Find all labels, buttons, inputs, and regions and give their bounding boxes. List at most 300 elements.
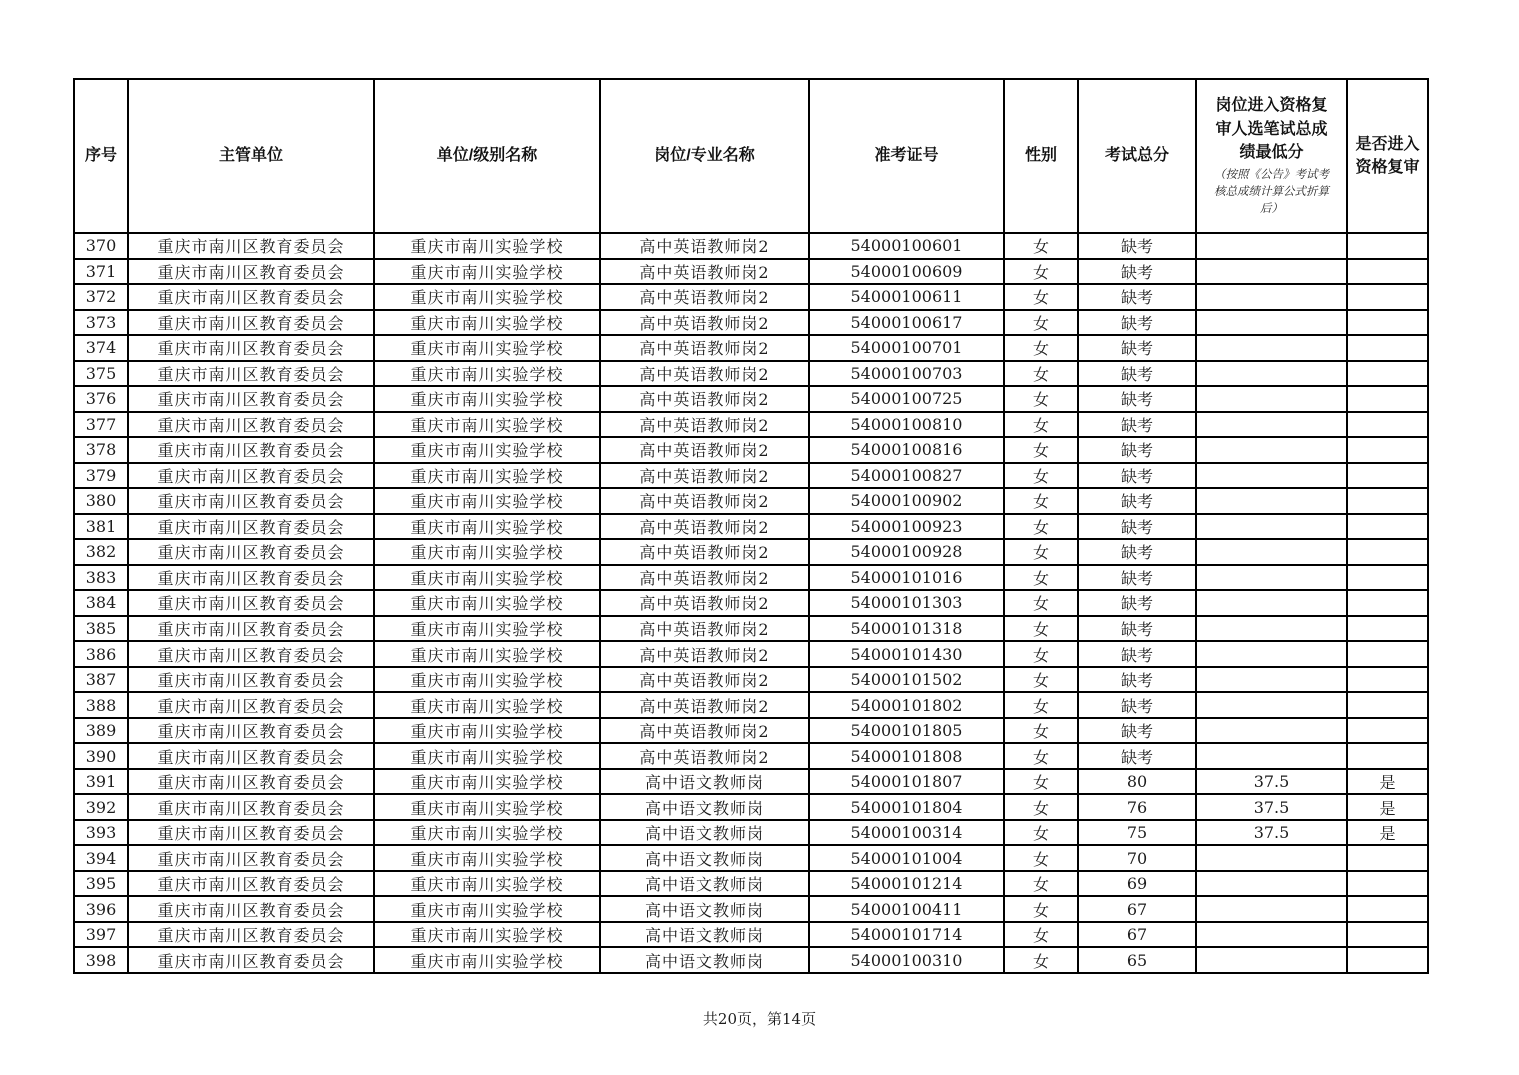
- cell-position: 高中英语教师岗2: [600, 361, 809, 387]
- cell-review: [1347, 743, 1428, 769]
- cell-gender: 女: [1004, 667, 1078, 693]
- cell-position: 高中英语教师岗2: [600, 616, 809, 642]
- cell-position: 高中语文教师岗: [600, 922, 809, 948]
- column-header-label: 单位/级别名称: [436, 147, 538, 165]
- cell-org: 重庆市南川区教育委员会: [128, 361, 374, 387]
- cell-min_score: [1196, 310, 1347, 336]
- cell-review: 是: [1347, 820, 1428, 846]
- cell-score: 缺考: [1078, 335, 1196, 361]
- cell-unit: 重庆市南川实验学校: [374, 463, 600, 489]
- cell-unit: 重庆市南川实验学校: [374, 284, 600, 310]
- cell-seq: 390: [74, 743, 128, 769]
- table-row: [74, 718, 1428, 744]
- cell-seq: 372: [74, 284, 128, 310]
- cell-ticket: 54000101214: [809, 871, 1004, 897]
- cell-min_score: [1196, 590, 1347, 616]
- cell-org: 重庆市南川区教育委员会: [128, 820, 374, 846]
- cell-min_score: [1196, 667, 1347, 693]
- cell-score: 缺考: [1078, 284, 1196, 310]
- cell-score: 缺考: [1078, 361, 1196, 387]
- cell-position: 高中语文教师岗: [600, 947, 809, 973]
- cell-ticket: 54000100601: [809, 233, 1004, 259]
- column-header-position: [600, 79, 809, 233]
- cell-gender: 女: [1004, 463, 1078, 489]
- cell-gender: 女: [1004, 769, 1078, 795]
- column-header-review: [1347, 79, 1428, 233]
- cell-score: 缺考: [1078, 437, 1196, 463]
- cell-unit: 重庆市南川实验学校: [374, 692, 600, 718]
- cell-min_score: [1196, 845, 1347, 871]
- cell-ticket: 54000100703: [809, 361, 1004, 387]
- cell-ticket: 54000100617: [809, 310, 1004, 336]
- cell-min_score: 37.5: [1196, 820, 1347, 846]
- cell-org: 重庆市南川区教育委员会: [128, 769, 374, 795]
- cell-gender: 女: [1004, 871, 1078, 897]
- cell-unit: 重庆市南川实验学校: [374, 871, 600, 897]
- cell-score: 缺考: [1078, 233, 1196, 259]
- cell-gender: 女: [1004, 845, 1078, 871]
- cell-seq: 381: [74, 514, 128, 540]
- cell-seq: 378: [74, 437, 128, 463]
- cell-position: 高中英语教师岗2: [600, 335, 809, 361]
- cell-position: 高中英语教师岗2: [600, 233, 809, 259]
- cell-review: [1347, 310, 1428, 336]
- cell-ticket: 54000101802: [809, 692, 1004, 718]
- cell-ticket: 54000100609: [809, 259, 1004, 285]
- cell-gender: 女: [1004, 922, 1078, 948]
- cell-review: [1347, 463, 1428, 489]
- cell-min_score: [1196, 284, 1347, 310]
- cell-unit: 重庆市南川实验学校: [374, 259, 600, 285]
- cell-ticket: 54000100725: [809, 386, 1004, 412]
- cell-position: 高中英语教师岗2: [600, 590, 809, 616]
- cell-unit: 重庆市南川实验学校: [374, 667, 600, 693]
- cell-seq: 398: [74, 947, 128, 973]
- cell-unit: 重庆市南川实验学校: [374, 590, 600, 616]
- cell-ticket: 54000101303: [809, 590, 1004, 616]
- cell-seq: 388: [74, 692, 128, 718]
- cell-seq: 373: [74, 310, 128, 336]
- cell-position: 高中英语教师岗2: [600, 310, 809, 336]
- cell-score: 69: [1078, 871, 1196, 897]
- cell-position: 高中英语教师岗2: [600, 284, 809, 310]
- cell-unit: 重庆市南川实验学校: [374, 947, 600, 973]
- table-row: [74, 947, 1428, 973]
- cell-unit: 重庆市南川实验学校: [374, 718, 600, 744]
- cell-unit: 重庆市南川实验学校: [374, 820, 600, 846]
- cell-org: 重庆市南川区教育委员会: [128, 233, 374, 259]
- cell-seq: 395: [74, 871, 128, 897]
- cell-unit: 重庆市南川实验学校: [374, 539, 600, 565]
- cell-min_score: [1196, 616, 1347, 642]
- cell-unit: 重庆市南川实验学校: [374, 769, 600, 795]
- table-row: [74, 539, 1428, 565]
- cell-org: 重庆市南川区教育委员会: [128, 590, 374, 616]
- cell-min_score: [1196, 259, 1347, 285]
- cell-review: [1347, 412, 1428, 438]
- cell-ticket: 54000100810: [809, 412, 1004, 438]
- cell-min_score: [1196, 743, 1347, 769]
- cell-org: 重庆市南川区教育委员会: [128, 514, 374, 540]
- cell-org: 重庆市南川区教育委员会: [128, 539, 374, 565]
- cell-gender: 女: [1004, 284, 1078, 310]
- cell-score: 缺考: [1078, 386, 1196, 412]
- cell-review: [1347, 641, 1428, 667]
- cell-score: 缺考: [1078, 514, 1196, 540]
- cell-ticket: 54000100701: [809, 335, 1004, 361]
- column-header-gender: [1004, 79, 1078, 233]
- cell-review: [1347, 437, 1428, 463]
- cell-review: [1347, 896, 1428, 922]
- cell-position: 高中英语教师岗2: [600, 514, 809, 540]
- cell-seq: 376: [74, 386, 128, 412]
- table-row: [74, 616, 1428, 642]
- cell-ticket: 54000101804: [809, 794, 1004, 820]
- cell-position: 高中语文教师岗: [600, 769, 809, 795]
- cell-min_score: 37.5: [1196, 769, 1347, 795]
- cell-position: 高中语文教师岗: [600, 794, 809, 820]
- cell-org: 重庆市南川区教育委员会: [128, 259, 374, 285]
- cell-score: 缺考: [1078, 463, 1196, 489]
- table-row: [74, 820, 1428, 846]
- cell-gender: 女: [1004, 412, 1078, 438]
- cell-ticket: 54000100923: [809, 514, 1004, 540]
- cell-review: [1347, 284, 1428, 310]
- cell-min_score: [1196, 463, 1347, 489]
- cell-gender: 女: [1004, 565, 1078, 591]
- cell-seq: 392: [74, 794, 128, 820]
- cell-unit: 重庆市南川实验学校: [374, 896, 600, 922]
- cell-org: 重庆市南川区教育委员会: [128, 718, 374, 744]
- cell-seq: 375: [74, 361, 128, 387]
- column-header-note: （按照《公告》考试考核总成绩计算公式折算后）: [1214, 166, 1329, 216]
- cell-score: 80: [1078, 769, 1196, 795]
- cell-score: 67: [1078, 922, 1196, 948]
- cell-position: 高中语文教师岗: [600, 896, 809, 922]
- cell-position: 高中英语教师岗2: [600, 692, 809, 718]
- cell-gender: 女: [1004, 641, 1078, 667]
- cell-gender: 女: [1004, 794, 1078, 820]
- cell-org: 重庆市南川区教育委员会: [128, 565, 374, 591]
- table-row: [74, 412, 1428, 438]
- cell-gender: 女: [1004, 692, 1078, 718]
- cell-seq: 371: [74, 259, 128, 285]
- cell-seq: 382: [74, 539, 128, 565]
- cell-review: [1347, 361, 1428, 387]
- cell-org: 重庆市南川区教育委员会: [128, 794, 374, 820]
- cell-min_score: [1196, 233, 1347, 259]
- cell-gender: 女: [1004, 718, 1078, 744]
- cell-position: 高中英语教师岗2: [600, 718, 809, 744]
- cell-position: 高中英语教师岗2: [600, 565, 809, 591]
- table-row: [74, 437, 1428, 463]
- column-header-score: [1078, 79, 1196, 233]
- cell-seq: 393: [74, 820, 128, 846]
- table-row: [74, 259, 1428, 285]
- cell-gender: 女: [1004, 743, 1078, 769]
- cell-unit: 重庆市南川实验学校: [374, 233, 600, 259]
- cell-unit: 重庆市南川实验学校: [374, 335, 600, 361]
- cell-min_score: [1196, 437, 1347, 463]
- cell-seq: 397: [74, 922, 128, 948]
- cell-score: 缺考: [1078, 718, 1196, 744]
- cell-unit: 重庆市南川实验学校: [374, 310, 600, 336]
- cell-gender: 女: [1004, 310, 1078, 336]
- cell-org: 重庆市南川区教育委员会: [128, 947, 374, 973]
- column-header-label: 准考证号: [874, 147, 939, 165]
- cell-ticket: 54000101318: [809, 616, 1004, 642]
- cell-seq: 387: [74, 667, 128, 693]
- cell-ticket: 54000101714: [809, 922, 1004, 948]
- cell-score: 缺考: [1078, 412, 1196, 438]
- cell-score: 70: [1078, 845, 1196, 871]
- cell-gender: 女: [1004, 259, 1078, 285]
- cell-seq: 380: [74, 488, 128, 514]
- cell-ticket: 54000100611: [809, 284, 1004, 310]
- column-header-org: [128, 79, 374, 233]
- table-row: [74, 692, 1428, 718]
- table-row: [74, 845, 1428, 871]
- cell-position: 高中英语教师岗2: [600, 488, 809, 514]
- cell-min_score: [1196, 718, 1347, 744]
- cell-unit: 重庆市南川实验学校: [374, 922, 600, 948]
- cell-min_score: [1196, 361, 1347, 387]
- table-row: [74, 488, 1428, 514]
- cell-unit: 重庆市南川实验学校: [374, 616, 600, 642]
- cell-seq: 370: [74, 233, 128, 259]
- cell-org: 重庆市南川区教育委员会: [128, 616, 374, 642]
- cell-unit: 重庆市南川实验学校: [374, 412, 600, 438]
- cell-gender: 女: [1004, 590, 1078, 616]
- cell-score: 75: [1078, 820, 1196, 846]
- cell-org: 重庆市南川区教育委员会: [128, 463, 374, 489]
- cell-gender: 女: [1004, 947, 1078, 973]
- cell-seq: 394: [74, 845, 128, 871]
- cell-unit: 重庆市南川实验学校: [374, 641, 600, 667]
- cell-review: 是: [1347, 794, 1428, 820]
- cell-review: [1347, 259, 1428, 285]
- cell-review: [1347, 233, 1428, 259]
- cell-seq: 379: [74, 463, 128, 489]
- cell-org: 重庆市南川区教育委员会: [128, 284, 374, 310]
- cell-review: [1347, 947, 1428, 973]
- cell-seq: 391: [74, 769, 128, 795]
- cell-position: 高中英语教师岗2: [600, 463, 809, 489]
- cell-min_score: [1196, 488, 1347, 514]
- cell-score: 缺考: [1078, 743, 1196, 769]
- cell-position: 高中英语教师岗2: [600, 437, 809, 463]
- exam-results-table: [73, 78, 1429, 974]
- cell-org: 重庆市南川区教育委员会: [128, 386, 374, 412]
- cell-min_score: [1196, 922, 1347, 948]
- cell-gender: 女: [1004, 896, 1078, 922]
- cell-review: [1347, 590, 1428, 616]
- column-header-label: 性别: [1024, 147, 1057, 165]
- cell-min_score: [1196, 386, 1347, 412]
- cell-review: [1347, 386, 1428, 412]
- cell-org: 重庆市南川区教育委员会: [128, 743, 374, 769]
- cell-org: 重庆市南川区教育委员会: [128, 488, 374, 514]
- cell-ticket: 54000101808: [809, 743, 1004, 769]
- table-row: [74, 284, 1428, 310]
- cell-ticket: 54000101805: [809, 718, 1004, 744]
- cell-ticket: 54000101430: [809, 641, 1004, 667]
- cell-org: 重庆市南川区教育委员会: [128, 667, 374, 693]
- column-header-label: 岗位进入资格复审人选笔试总成绩最低分: [1215, 97, 1328, 161]
- column-header-min_score: [1196, 79, 1347, 233]
- cell-score: 缺考: [1078, 565, 1196, 591]
- column-header-seq: [74, 79, 128, 233]
- cell-ticket: 54000100928: [809, 539, 1004, 565]
- cell-position: 高中英语教师岗2: [600, 386, 809, 412]
- cell-min_score: [1196, 641, 1347, 667]
- cell-score: 67: [1078, 896, 1196, 922]
- cell-gender: 女: [1004, 386, 1078, 412]
- cell-org: 重庆市南川区教育委员会: [128, 335, 374, 361]
- cell-seq: 383: [74, 565, 128, 591]
- table-row: [74, 361, 1428, 387]
- page-number-footer: 共20页，第14页: [702, 1010, 817, 1028]
- cell-seq: 374: [74, 335, 128, 361]
- cell-min_score: [1196, 539, 1347, 565]
- cell-score: 缺考: [1078, 667, 1196, 693]
- column-header-ticket: [809, 79, 1004, 233]
- cell-ticket: 54000100827: [809, 463, 1004, 489]
- cell-org: 重庆市南川区教育委员会: [128, 896, 374, 922]
- cell-seq: 389: [74, 718, 128, 744]
- cell-unit: 重庆市南川实验学校: [374, 488, 600, 514]
- cell-unit: 重庆市南川实验学校: [374, 514, 600, 540]
- cell-review: [1347, 922, 1428, 948]
- cell-unit: 重庆市南川实验学校: [374, 437, 600, 463]
- cell-min_score: [1196, 412, 1347, 438]
- cell-org: 重庆市南川区教育委员会: [128, 922, 374, 948]
- cell-gender: 女: [1004, 820, 1078, 846]
- cell-org: 重庆市南川区教育委员会: [128, 845, 374, 871]
- cell-position: 高中语文教师岗: [600, 820, 809, 846]
- table-row: [74, 310, 1428, 336]
- cell-score: 缺考: [1078, 616, 1196, 642]
- cell-min_score: [1196, 335, 1347, 361]
- table-row: [74, 896, 1428, 922]
- cell-org: 重庆市南川区教育委员会: [128, 412, 374, 438]
- cell-review: [1347, 871, 1428, 897]
- cell-gender: 女: [1004, 514, 1078, 540]
- column-header-unit: [374, 79, 600, 233]
- cell-review: 是: [1347, 769, 1428, 795]
- column-header-label: 岗位/专业名称: [654, 147, 755, 165]
- cell-review: [1347, 845, 1428, 871]
- table-row: [74, 233, 1428, 259]
- cell-ticket: 54000100314: [809, 820, 1004, 846]
- cell-org: 重庆市南川区教育委员会: [128, 692, 374, 718]
- cell-min_score: [1196, 692, 1347, 718]
- table-row: [74, 667, 1428, 693]
- cell-ticket: 54000100310: [809, 947, 1004, 973]
- table-row: [74, 871, 1428, 897]
- cell-org: 重庆市南川区教育委员会: [128, 871, 374, 897]
- cell-gender: 女: [1004, 616, 1078, 642]
- cell-gender: 女: [1004, 361, 1078, 387]
- cell-review: [1347, 539, 1428, 565]
- column-header-label: 考试总分: [1104, 147, 1169, 165]
- cell-min_score: [1196, 514, 1347, 540]
- cell-score: 缺考: [1078, 539, 1196, 565]
- cell-review: [1347, 488, 1428, 514]
- cell-ticket: 54000101807: [809, 769, 1004, 795]
- cell-position: 高中英语教师岗2: [600, 259, 809, 285]
- cell-position: 高中英语教师岗2: [600, 412, 809, 438]
- cell-gender: 女: [1004, 539, 1078, 565]
- cell-score: 缺考: [1078, 641, 1196, 667]
- column-header-label: 是否进入资格复审: [1355, 135, 1420, 176]
- cell-unit: 重庆市南川实验学校: [374, 794, 600, 820]
- cell-seq: 377: [74, 412, 128, 438]
- cell-ticket: 54000101502: [809, 667, 1004, 693]
- cell-score: 缺考: [1078, 590, 1196, 616]
- cell-position: 高中语文教师岗: [600, 845, 809, 871]
- cell-review: [1347, 616, 1428, 642]
- table-header-row: [74, 79, 1428, 233]
- cell-position: 高中语文教师岗: [600, 871, 809, 897]
- cell-review: [1347, 667, 1428, 693]
- cell-unit: 重庆市南川实验学校: [374, 361, 600, 387]
- cell-ticket: 54000100902: [809, 488, 1004, 514]
- column-header-label: 主管单位: [218, 147, 283, 165]
- cell-gender: 女: [1004, 335, 1078, 361]
- table-row: [74, 769, 1428, 795]
- cell-position: 高中英语教师岗2: [600, 743, 809, 769]
- cell-position: 高中英语教师岗2: [600, 539, 809, 565]
- cell-ticket: 54000100816: [809, 437, 1004, 463]
- cell-min_score: [1196, 896, 1347, 922]
- cell-min_score: [1196, 565, 1347, 591]
- cell-unit: 重庆市南川实验学校: [374, 743, 600, 769]
- cell-ticket: 54000101004: [809, 845, 1004, 871]
- cell-position: 高中英语教师岗2: [600, 641, 809, 667]
- cell-seq: 386: [74, 641, 128, 667]
- cell-score: 缺考: [1078, 259, 1196, 285]
- cell-seq: 384: [74, 590, 128, 616]
- cell-score: 缺考: [1078, 488, 1196, 514]
- cell-score: 65: [1078, 947, 1196, 973]
- table-row: [74, 514, 1428, 540]
- table-row: [74, 565, 1428, 591]
- table-row: [74, 386, 1428, 412]
- cell-gender: 女: [1004, 488, 1078, 514]
- column-header-label: 序号: [84, 147, 117, 165]
- cell-ticket: 54000100411: [809, 896, 1004, 922]
- cell-unit: 重庆市南川实验学校: [374, 386, 600, 412]
- table-row: [74, 641, 1428, 667]
- cell-seq: 385: [74, 616, 128, 642]
- cell-review: [1347, 692, 1428, 718]
- cell-min_score: [1196, 947, 1347, 973]
- table-row: [74, 463, 1428, 489]
- cell-org: 重庆市南川区教育委员会: [128, 310, 374, 336]
- cell-review: [1347, 335, 1428, 361]
- cell-review: [1347, 565, 1428, 591]
- cell-org: 重庆市南川区教育委员会: [128, 641, 374, 667]
- cell-min_score: [1196, 871, 1347, 897]
- cell-ticket: 54000101016: [809, 565, 1004, 591]
- cell-score: 76: [1078, 794, 1196, 820]
- cell-review: [1347, 718, 1428, 744]
- cell-position: 高中英语教师岗2: [600, 667, 809, 693]
- cell-review: [1347, 514, 1428, 540]
- table-row: [74, 794, 1428, 820]
- table-row: [74, 922, 1428, 948]
